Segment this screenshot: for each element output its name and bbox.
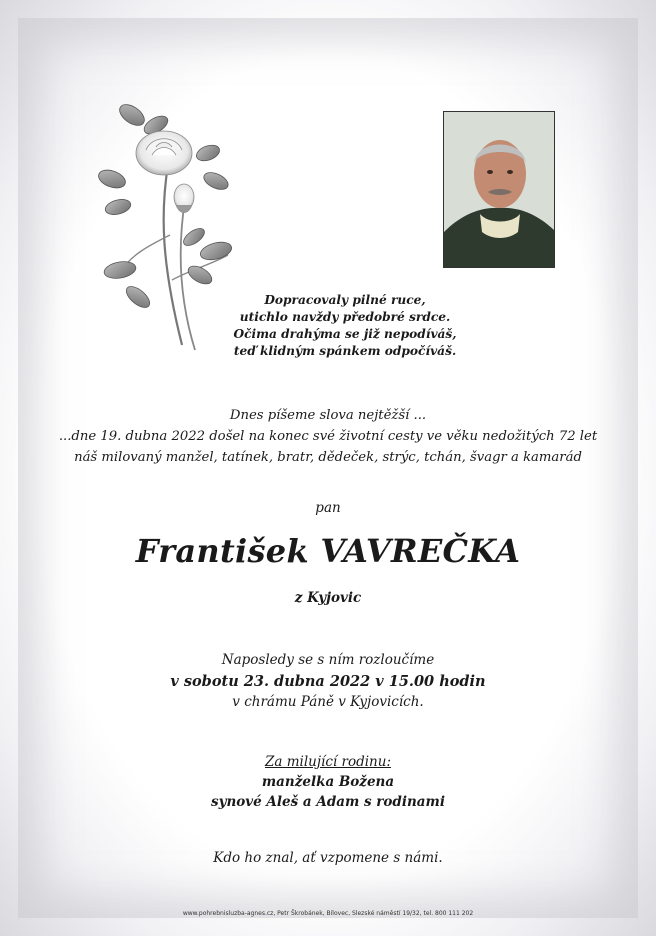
closing-line: Kdo ho znal, ať vzpomene s námi. (213, 850, 443, 866)
service-info (0, 650, 656, 713)
poem-line: Dopracovaly pilné ruce, (264, 293, 426, 307)
family-member: synové Aleš a Adam s rodinami (211, 794, 445, 810)
announcement-line: náš milovaný manžel, tatínek, bratr, dědeček, strýc, tchán, švagr a kamarád (74, 450, 582, 465)
family-section (0, 752, 656, 812)
deceased-name: František VAVREČKA (135, 532, 521, 570)
service-datetime: v sobotu 23. dubna 2022 v 15.00 hodin (170, 673, 486, 690)
service-intro: Naposledy se s ním rozloučíme (221, 652, 435, 668)
poem-line: utichlo navždy předobré srdce. (239, 310, 451, 324)
deceased-title: pan (315, 500, 341, 516)
footer-contact: www.pohrebnisluzba-agnes.cz, Petr Škrobánek, Bílovec, Slezské náměstí 19/32, tel. 800 111 202 (182, 910, 474, 917)
service-place: v chrámu Páně v Kyjovicích. (232, 694, 424, 710)
poem (215, 292, 475, 360)
family-member: manželka Božena (261, 774, 395, 790)
poem-line: Očima drahýma se již nepodíváš, (233, 327, 457, 341)
announcement (0, 405, 656, 468)
portrait-photo (443, 111, 555, 268)
family-heading: Za milující rodinu: (264, 754, 391, 770)
announcement-line: ...dne 19. dubna 2022 došel na konec své životní cesty ve věku nedožitých 72 let (58, 429, 598, 444)
announcement-line: Dnes píšeme slova nejtěžší ... (229, 408, 427, 423)
poem-line: teď klidným spánkem odpočíváš. (233, 344, 457, 358)
deceased-origin: z Kyjovic (294, 590, 362, 606)
